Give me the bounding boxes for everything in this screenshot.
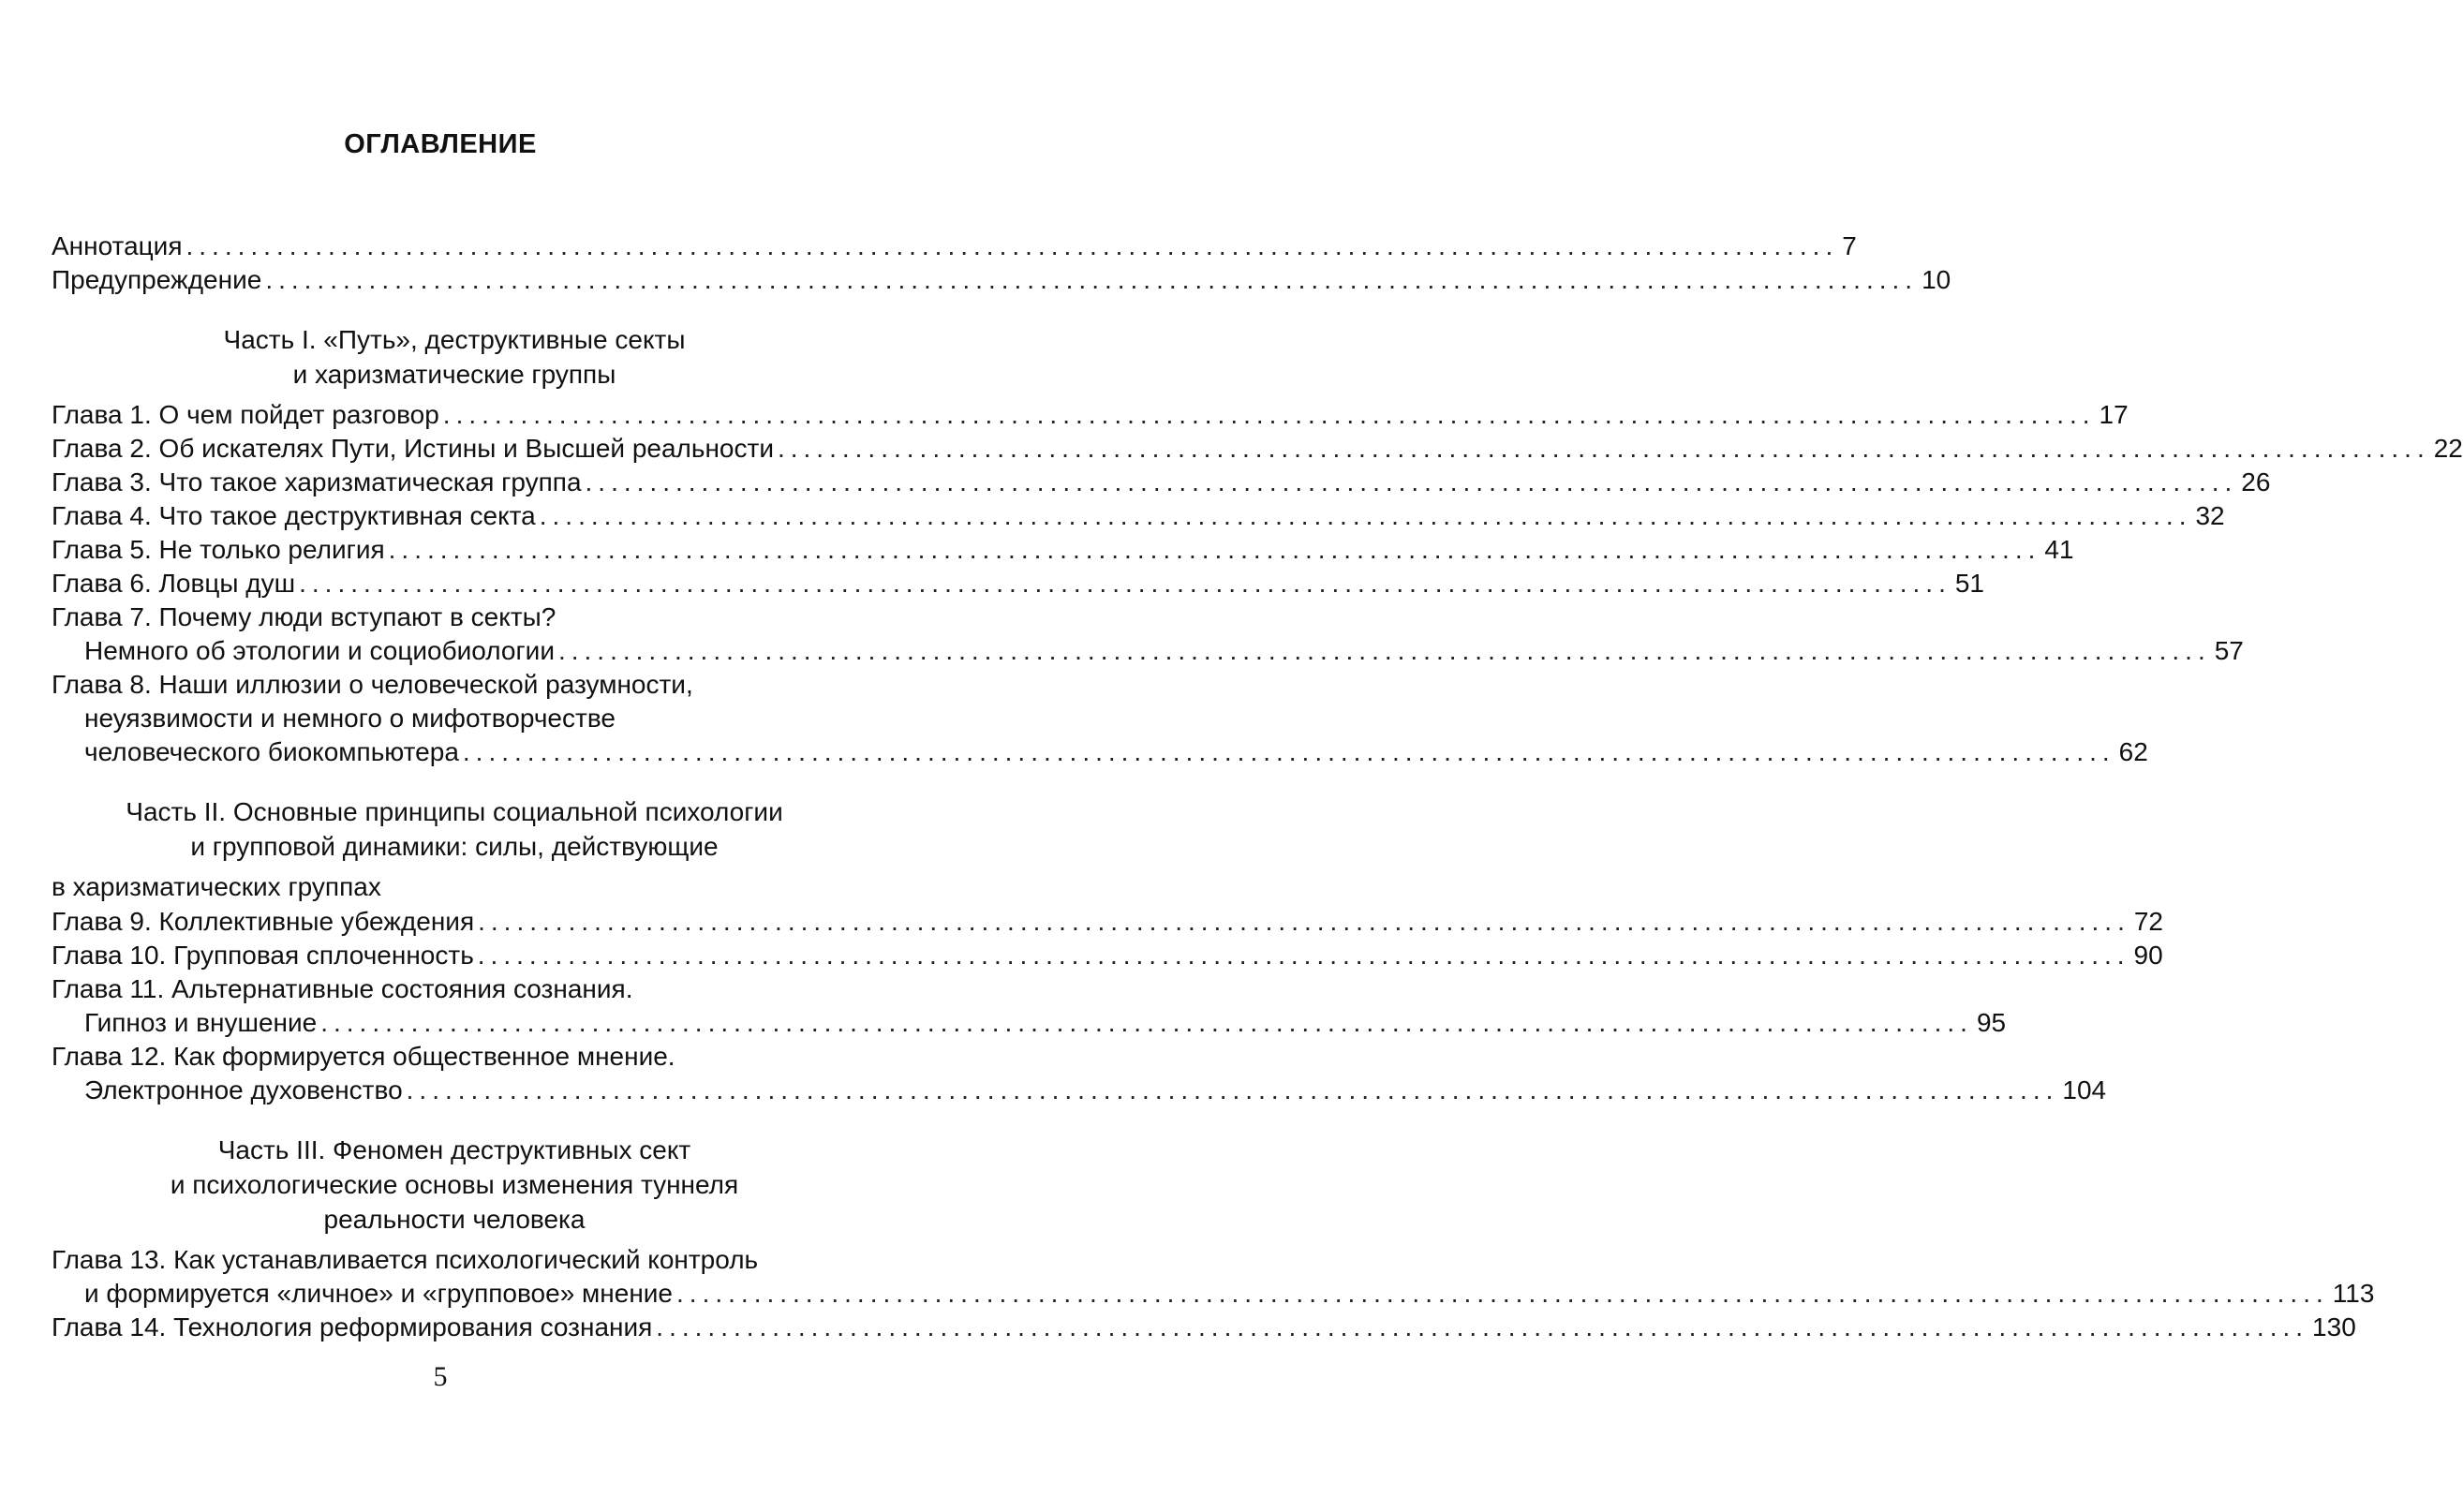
toc-entry-ch5[interactable] [52, 533, 2074, 567]
dot-leader: ................................................................................................................................ [777, 434, 2430, 463]
toc-entry-page: 57 [2214, 636, 2244, 665]
toc-entry-page: 32 [2195, 501, 2225, 530]
toc-entry-text: Глава 1. О чем пойдет разговор [52, 400, 439, 429]
part-heading-line: и психологические основы изменения туннеля [170, 1170, 739, 1199]
dot-leader: ................................................................................................................................ [406, 1075, 2059, 1104]
toc-entry-page: 41 [2044, 535, 2074, 564]
part-heading [37, 1133, 871, 1237]
toc-entry-page: 113 [2332, 1279, 2375, 1308]
toc-entry-text: Глава 3. Что такое харизматическая группа [52, 467, 582, 497]
toc-entry-text: Глава 6. Ловцы душ [52, 569, 296, 598]
toc-entry-page: 90 [2133, 941, 2163, 970]
toc-entry-ch7-line1[interactable]: Глава 7. Почему люди вступают в секты? [52, 602, 556, 631]
toc-entry-ch11[interactable] [84, 1006, 2007, 1040]
toc-entry-ch7[interactable] [84, 634, 2244, 668]
toc-entry-ch2[interactable] [52, 432, 2463, 466]
toc-entry-page: 72 [2133, 907, 2164, 936]
dot-leader: ................................................................................................................................ [320, 1008, 1973, 1037]
part-heading [37, 794, 871, 864]
part-heading-line: Часть III. Феномен деструктивных сект [217, 1135, 691, 1164]
toc-entry-page: 7 [1842, 231, 1857, 260]
dot-leader: ................................................................................................................................ [477, 941, 2130, 970]
toc-entry-ch11-line1[interactable]: Глава 11. Альтернативные состояния сознания. [52, 974, 633, 1003]
dot-leader: ................................................................................................................................ [185, 231, 1839, 260]
toc-entry-ch14[interactable] [52, 1311, 2356, 1344]
toc-entry-page: 51 [1954, 569, 1985, 598]
dot-leader: ................................................................................................................................ [442, 400, 2096, 429]
toc-entry-page: 10 [1921, 265, 1951, 294]
toc-entry-page: 26 [2241, 467, 2271, 497]
dot-leader: ................................................................................................................................ [478, 907, 2130, 936]
dot-leader: ................................................................................................................................ [676, 1279, 2329, 1308]
part-heading-line: Часть II. Основные принципы социальной психологии [126, 797, 783, 826]
page-number: 5 [433, 1361, 448, 1392]
toc-entry-ch10[interactable] [52, 939, 2163, 972]
toc-entry-ch12[interactable] [84, 1074, 2107, 1107]
toc-entry-text: Глава 9. Коллективные убеждения [52, 907, 475, 936]
toc-entry-ch8-line1[interactable]: Глава 8. Наши иллюзии о человеческой разумности, [52, 670, 693, 699]
page-title: ОГЛАВЛЕНИЕ [344, 129, 537, 159]
toc-entry-text: Глава 10. Групповая сплоченность [52, 941, 474, 970]
toc-entry-page: 95 [1976, 1008, 2007, 1037]
toc-entry-text: Глава 5. Не только религия [52, 535, 385, 564]
dot-leader: ................................................................................................................................ [462, 737, 2115, 766]
toc-entry-ch9[interactable] [52, 905, 2164, 939]
toc-entry-annotation[interactable] [52, 230, 1857, 263]
part-heading-line: реальности человека [323, 1205, 586, 1234]
toc-entry-text: Предупреждение [52, 265, 262, 294]
toc-entry-ch1[interactable] [52, 398, 2129, 432]
toc-entry-text: Гипноз и внушение [84, 1008, 318, 1037]
dot-leader: ................................................................................................................................ [299, 569, 1951, 598]
toc-entry-ch6[interactable] [52, 567, 1985, 600]
dot-leader: ................................................................................................................................ [656, 1312, 2309, 1342]
toc-entry-page: 22 [2433, 434, 2463, 463]
toc-entry-text: Немного об этологии и социобиологии [84, 636, 555, 665]
dot-leader: ................................................................................................................................ [265, 265, 1919, 294]
dot-leader: ................................................................................................................................ [557, 636, 2211, 665]
part-heading-tail: в харизматических группах [52, 872, 381, 901]
toc-entry-text: Электронное духовенство [84, 1075, 403, 1104]
toc-entry-ch13-line1[interactable]: Глава 13. Как устанавливается психологический контроль [52, 1245, 759, 1274]
toc-entry-page: 17 [2099, 400, 2129, 429]
toc-entry-page: 62 [2118, 737, 2148, 766]
toc-entry-page: 130 [2312, 1312, 2356, 1342]
toc-entry-ch8-line2[interactable]: неуязвимости и немного о мифотворчестве [84, 704, 616, 733]
toc-entry-ch3[interactable] [52, 466, 2271, 499]
dot-leader: ................................................................................................................................ [539, 501, 2192, 530]
toc-entry-ch13[interactable] [84, 1277, 2375, 1311]
toc-entry-ch12-line1[interactable]: Глава 12. Как формируется общественное мнение. [52, 1042, 675, 1071]
toc-entry-text: Глава 4. Что такое деструктивная секта [52, 501, 536, 530]
part-heading-line: и харизматические группы [292, 360, 616, 389]
toc-entry-page: 104 [2062, 1075, 2107, 1104]
dot-leader: ................................................................................................................................ [388, 535, 2041, 564]
toc-entry-text: человеческого биокомпьютера [84, 737, 459, 766]
toc-entry-ch4[interactable] [52, 499, 2225, 533]
toc-entry-text: Глава 14. Технология реформирования сознания [52, 1312, 653, 1342]
part-heading-line: Часть I. «Путь», деструктивные секты [223, 325, 686, 354]
toc-entry-text: и формируется «личное» и «групповое» мнение [84, 1279, 674, 1308]
dot-leader: ................................................................................................................................ [585, 467, 2238, 497]
toc-entry-ch8[interactable] [84, 735, 2148, 769]
toc-entry-warning[interactable] [52, 263, 1951, 297]
part-heading [37, 322, 871, 392]
toc-entry-text: Аннотация [52, 231, 183, 260]
part-heading-line: и групповой динамики: силы, действующие [190, 832, 719, 861]
toc-entry-text: Глава 2. Об искателях Пути, Истины и Высшей реальности [52, 434, 774, 463]
